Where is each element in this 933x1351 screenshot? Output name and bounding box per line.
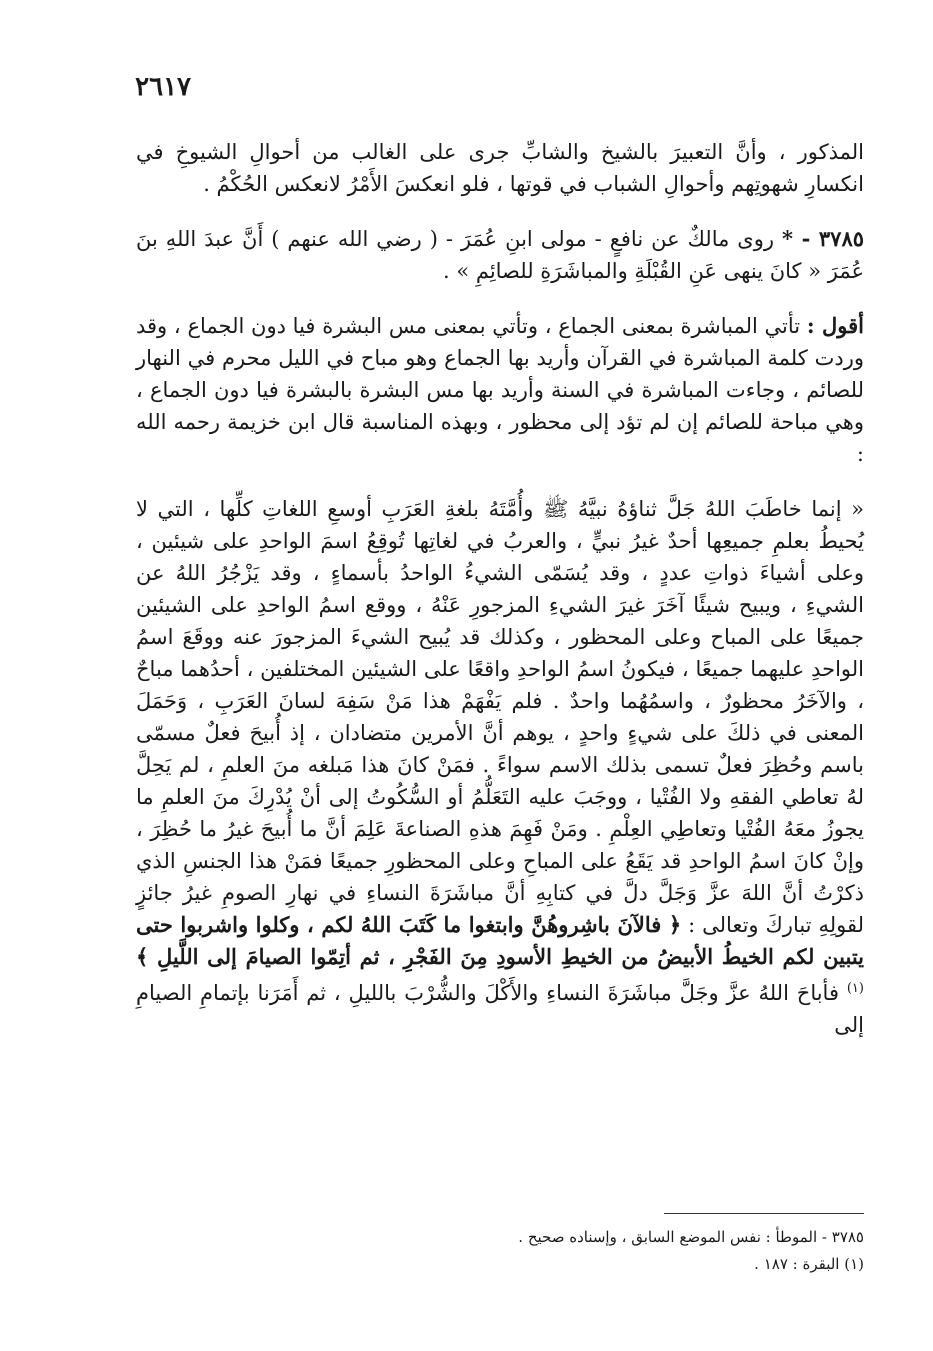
footnote-item: ٣٧٨٥ - الموطأ : نفس الموضع السابق ، وإسناده صحيح . <box>518 1228 864 1246</box>
hadith-text: روى مالكٌ عن نافعٍ - مولى ابنِ عُمَرَ - ( رضي الله عنهم ) أَنَّ عبدَ اللهِ بنَ عُمَرَ « كانَ ينهى عَنِ القُبْلَةِ والمباشَرَةِ للصائِمِ » . <box>136 227 864 283</box>
quotation-paragraph <box>136 493 864 1041</box>
footnote-divider <box>664 1213 864 1214</box>
commentary-text: تأتي المباشرة بمعنى الجماع ، وتأتي بمعنى مس البشرة فيا دون الجماع ، وقد وردت كلمة المباشرة في القرآن وأريد بها الجماع وهو مباح في الليل محرم في النهار للصائم ، وجاءت المباشرة في السنة وأريد بها مس البشرة بالبشرة فيا دون الجماع ، وهي مباحة للصائم إن لم تؤد إلى محظور ، وبهذه المناسبة قال ابن خزيمة رحمه الله : <box>136 314 864 466</box>
page-number: ٢٦١٧ <box>135 72 191 102</box>
footnote-item: (١) البقرة : ١٨٧ . <box>754 1255 864 1273</box>
paragraph-continuation: المذكور ، وأنَّ التعبيرَ بالشيخ والشابِّ جرى على الغالب من أحوالِ الشيوخِ في انكسارِ شهوتِهم وأحوالِ الشباب في قوتها ، فلو انعكسَ الأَمْرُ لانعكس الحُكْمُ . <box>136 140 864 196</box>
quotation-text: « إنما خاطَبَ اللهُ جَلَّ ثناؤهُ نبيَّهُ ﷺ وأُمَّتَهُ بلغةِ العَرَبِ أوسعِ اللغاتِ كلِّها ، التي لا يُحيطُ بعلمِ جميعِها أحدٌ غيرُ نبيٍّ ، والعربُ في لغاتِها تُوقِعُ اسمَ الواحدِ على شيئين ، وعلى أشياءَ ذواتِ عددٍ ، وقد يُسَمّى الشيءُ الواحدُ بأسماءٍ ، وقد يَزْجُرُ اللهُ عن الشيءِ ، ويبيح شيئًا آخَرَ غيرَ الشيءِ المزجورِ عَنْهُ ، ووقع اسمُ الواحدِ على الشيئين جميعًا على المباح وعلى المحظور ، وكذلك قد يُبيح الشيءَ المزجورَ عنه ووقَعَ اسمُ الواحدِ عليهما جميعًا ، فيكونُ اسمُ الواحدِ واقعًا على الشيئين المختلفين ، أحدُهما مباحٌ ، والآخَرُ محظورٌ ، واسمُهُما واحدٌ . فلم يَفْهَمْ هذا مَنْ سَفِهَ لسانَ العَرَبِ ، وَحَمَلَ المعنى في ذلكَ على شيءٍ واحدٍ ، يوهم أنَّ الأمرين متضادان ، إذ أُبيحَ فعلٌ مسمّى باسم وحُظِرَ فعلٌ تسمى بذلك الاسم سواءً . فمَنْ كانَ هذا مَبلغه منَ العلمِ ، لم يَحِلَّ لهُ تعاطي الفقهِ ولا الفُتْيا ، ووجَبَ عليه التَعَلُّمُ أو السُّكُوتُ إلى أنْ يُدْرِكَ منَ العلمِ ما يجوزُ معَهُ الفُتْيا وتعاطِي العِلْمِ . ومَنْ فَهِمَ هذهِ الصناعةَ عَلِمَ أنَّ ما أُبيحَ غيرُ ما حُظِرَ ، وإنْ كانَ اسمُ الواحدِ قد يَقَعُ على المباحِ وعلى المحظورِ جميعًا فمَنْ هذا الجنسِ الذي ذكرْتُ أنَّ اللهَ عزَّ وَجَلَّ دلَّ في كتابِهِ أنَّ مباشَرَةَ النساءِ في نهارِ الصومِ غيرُ جائزٍ لقولِهِ تباركَ وتعالى : <box>136 497 864 937</box>
quotation-tail: فأباحَ اللهُ عزَّ وجَلَّ مباشَرَةَ النساءِ والأَكْلَ والشُّرْبَ بالليلِ ، ثم أَمَرَنا بإتمامِ الصيامِ إلى <box>136 981 864 1037</box>
hadith-number: ٣٧٨٥ - * <box>782 226 865 251</box>
quran-verse: ﴿ فالآنَ باشِروهُنَّ وابتغوا ما كَتَبَ اللهُ لكم ، وكلوا واشربوا حتى يتبين لكم الخيطُ الأبيضُ من الخيطِ الأسودِ مِنَ الفَجْرِ ، ثم أتِمّوا الصيامَ إلى اللَّيلِ ﴾ <box>136 912 864 969</box>
main-text <box>136 136 864 1041</box>
commentary-label: أقول : <box>806 313 864 338</box>
hadith-paragraph <box>136 223 864 287</box>
footnote-marker: (١) <box>846 981 864 996</box>
commentary-paragraph <box>136 310 864 470</box>
footnotes <box>300 1224 864 1278</box>
